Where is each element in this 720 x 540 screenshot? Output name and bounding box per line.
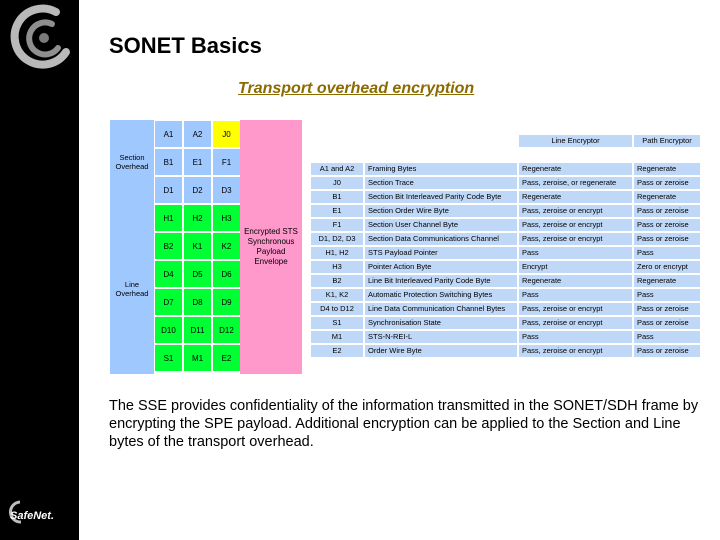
section-overhead-label: Section Overhead: [110, 120, 154, 204]
table-cell: Pass or zeroise: [633, 204, 701, 218]
table-cell: Pass, zeroise or encrypt: [518, 316, 633, 330]
table-row: [310, 302, 701, 316]
line-overhead-label: Line Overhead: [110, 204, 154, 374]
overhead-byte-cell: S1: [154, 344, 183, 372]
table-cell: S1: [310, 316, 364, 330]
table-cell: D1, D2, D3: [310, 232, 364, 246]
table-cell: Pass or zeroise: [633, 232, 701, 246]
table-cell: Regenerate: [518, 162, 633, 176]
table-cell: Pass, zeroise or encrypt: [518, 302, 633, 316]
table-cell: Section Data Communications Channel: [364, 232, 518, 246]
table-cell: Automatic Protection Switching Bytes: [364, 288, 518, 302]
table-cell: M1: [310, 330, 364, 344]
overhead-byte-cell: E1: [183, 148, 212, 176]
table-cell: Pass or zeroise: [633, 302, 701, 316]
table-cell: Synchronisation State: [364, 316, 518, 330]
table-cell: Regenerate: [633, 190, 701, 204]
table-cell: E2: [310, 344, 364, 358]
logo-text: SafeNet.: [10, 510, 55, 522]
table-cell: H1, H2: [310, 246, 364, 260]
table-cell: K1, K2: [310, 288, 364, 302]
safenet-logo: [4, 496, 76, 530]
table-cell: Pass, zeroise or encrypt: [518, 232, 633, 246]
table-header-row: [518, 134, 701, 148]
table-cell: Pass, zeroise or encrypt: [518, 344, 633, 358]
table-cell: F1: [310, 218, 364, 232]
table-cell: Zero or encrypt: [633, 260, 701, 274]
table-row: [310, 218, 701, 232]
table-cell: E1: [310, 204, 364, 218]
table-row: [310, 330, 701, 344]
table-cell: Regenerate: [633, 162, 701, 176]
page-title: SONET Basics: [109, 33, 262, 58]
table-cell: Regenerate: [633, 274, 701, 288]
table-row: [310, 232, 701, 246]
table-cell: Pass or zeroise: [633, 344, 701, 358]
table-cell: Line Bit Interleaved Parity Code Byte: [364, 274, 518, 288]
overhead-byte-cell: D8: [183, 288, 212, 316]
table-row: [310, 274, 701, 288]
overhead-byte-cell: M1: [183, 344, 212, 372]
overhead-byte-cell: H3: [212, 204, 241, 232]
table-row: [310, 288, 701, 302]
table-row: [310, 176, 701, 190]
table-cell: J0: [310, 176, 364, 190]
table-cell: Regenerate: [518, 274, 633, 288]
overhead-byte-cell: D9: [212, 288, 241, 316]
overhead-byte-cell: H2: [183, 204, 212, 232]
payload-envelope-label: Encrypted STS Synchronous Payload Envelope: [240, 120, 302, 374]
table-cell: STS-N-REI-L: [364, 330, 518, 344]
table-cell: Pointer Action Byte: [364, 260, 518, 274]
overhead-byte-cell: J0: [212, 120, 241, 148]
overhead-byte-cell: D6: [212, 260, 241, 288]
overhead-byte-cell: B2: [154, 232, 183, 260]
header-path-encryptor: Path Encryptor: [633, 134, 701, 148]
table-cell: B1: [310, 190, 364, 204]
overhead-byte-cell: A2: [183, 120, 212, 148]
table-cell: Order Wire Byte: [364, 344, 518, 358]
table-row: [310, 344, 701, 358]
table-row: [310, 204, 701, 218]
table-cell: Line Data Communication Channel Bytes: [364, 302, 518, 316]
overhead-byte-cell: K1: [183, 232, 212, 260]
table-cell: Pass: [518, 288, 633, 302]
table-cell: STS Payload Pointer: [364, 246, 518, 260]
subtitle: Transport overhead encryption: [238, 80, 475, 97]
overhead-byte-cell: D7: [154, 288, 183, 316]
table-cell: Regenerate: [518, 190, 633, 204]
overhead-byte-cell: D11: [183, 316, 212, 344]
overhead-byte-cell: D5: [183, 260, 212, 288]
table-cell: H3: [310, 260, 364, 274]
overhead-byte-cell: D1: [154, 176, 183, 204]
overhead-byte-cell: B1: [154, 148, 183, 176]
overhead-figure: [110, 120, 702, 376]
table-cell: Pass, zeroise or encrypt: [518, 204, 633, 218]
table-row: [310, 246, 701, 260]
overhead-byte-cell: D4: [154, 260, 183, 288]
table-cell: Pass: [518, 330, 633, 344]
table-cell: Pass or zeroise: [633, 218, 701, 232]
table-cell: Section Order Wire Byte: [364, 204, 518, 218]
table-row: [310, 260, 701, 274]
overhead-byte-cell: F1: [212, 148, 241, 176]
table-row: [310, 162, 701, 176]
overhead-byte-cell: D10: [154, 316, 183, 344]
body-paragraph: The SSE provides confidentiality of the information transmitted in the SONET/SDH frame by encrypting the SPE payload. Additional encryption can be applied to the Section and Line bytes of the transport overhead.: [109, 398, 699, 450]
table-cell: Pass, zeroise, or regenerate: [518, 176, 633, 190]
table-cell: Pass or zeroise: [633, 176, 701, 190]
table-cell: Section Trace: [364, 176, 518, 190]
table-cell: Pass: [633, 288, 701, 302]
overhead-byte-cell: K2: [212, 232, 241, 260]
table-cell: A1 and A2: [310, 162, 364, 176]
table-cell: Pass or zeroise: [633, 316, 701, 330]
table-row: [310, 316, 701, 330]
overhead-byte-cell: H1: [154, 204, 183, 232]
overhead-byte-cell: E2: [212, 344, 241, 372]
table-cell: D4 to D12: [310, 302, 364, 316]
overhead-byte-cell: D2: [183, 176, 212, 204]
table-cell: Framing Bytes: [364, 162, 518, 176]
table-cell: Pass: [633, 246, 701, 260]
overhead-byte-cell: D12: [212, 316, 241, 344]
table-cell: B2: [310, 274, 364, 288]
header-line-encryptor: Line Encryptor: [518, 134, 633, 148]
table-cell: Section User Channel Byte: [364, 218, 518, 232]
table-cell: Encrypt: [518, 260, 633, 274]
table-cell: Pass, zeroise or encrypt: [518, 218, 633, 232]
table-row: [310, 190, 701, 204]
table-cell: Pass: [518, 246, 633, 260]
table-cell: Pass: [633, 330, 701, 344]
overhead-byte-cell: D3: [212, 176, 241, 204]
logo-swirl-icon: [4, 2, 76, 74]
sidebar: [0, 0, 79, 540]
overhead-byte-cell: A1: [154, 120, 183, 148]
table-cell: Section Bit Interleaved Parity Code Byte: [364, 190, 518, 204]
